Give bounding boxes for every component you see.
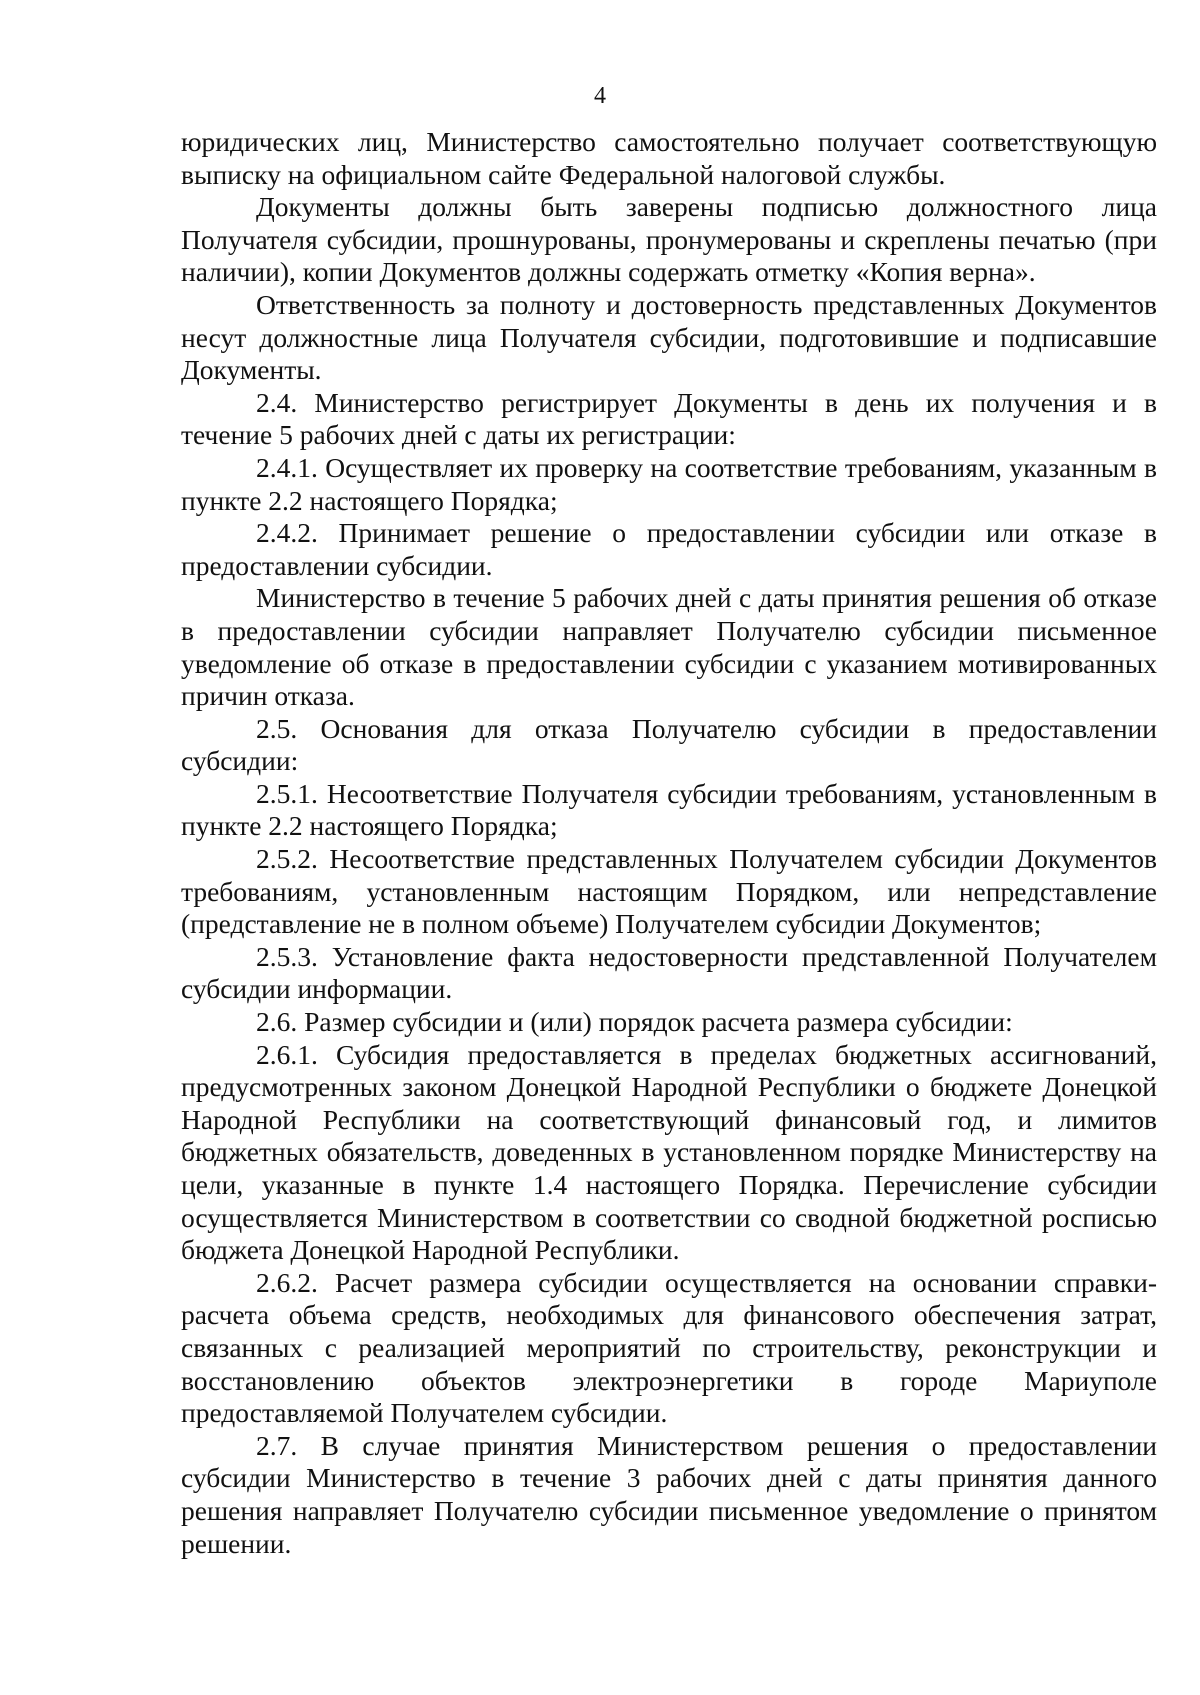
paragraph: 2.5.1. Несоответствие Получателя субсидии требованиям, установленным в пункте 2.2 настоящего Порядка; [181, 777, 1157, 842]
paragraph: 2.5.2. Несоответствие представленных Получателем субсидии Документов требованиям, установленным настоящим Порядком, или непредставление (представление не в полном объеме) Получателем субсидии Документов; [181, 843, 1157, 940]
paragraph: Ответственность за полноту и достоверность представленных Документов несут должностные лица Получателя субсидии, подготовившие и подписавшие Документы. [181, 288, 1157, 386]
document-body [181, 126, 1157, 1560]
paragraph: 2.5. Основания для отказа Получателю субсидии в предоставлении субсидии: [181, 712, 1157, 777]
paragraph: Министерство в течение 5 рабочих дней с даты принятия решения об отказе в предоставлении субсидии направляет Получателю субсидии письменное уведомление об отказе в предоставлении субсидии с указанием мотивированных причин отказа. [181, 582, 1157, 712]
paragraph: 2.6.1. Субсидия предоставляется в пределах бюджетных ассигнований, предусмотренных законом Донецкой Народной Республики о бюджете Донецкой Народной Республики на соответствующий финансовый год, и лимитов бюджетных обязательств, доведенных в установленном порядке Министерству на цели, указанные в пункте 1.4 настоящего Порядка. Перечисление субсидии осуществляется Министерством в соответствии со сводной бюджетной росписью бюджета Донецкой Народной Республики. [181, 1038, 1157, 1266]
paragraph: юридических лиц, Министерство самостоятельно получает соответствующую выписку на официальном сайте Федеральной налоговой службы. [181, 126, 1157, 190]
paragraph: 2.4.1. Осуществляет их проверку на соответствие требованиям, указанным в пункте 2.2 настоящего Порядка; [181, 451, 1157, 516]
paragraph: 2.4. Министерство регистрирует Документы в день их получения и в течение 5 рабочих дней с даты их регистрации: [181, 386, 1157, 451]
paragraph: 2.7. В случае принятия Министерством решения о предоставлении субсидии Министерство в течение 3 рабочих дней с даты принятия данного решения направляет Получателю субсидии письменное уведомление о принятом решении. [181, 1429, 1157, 1559]
paragraph: 2.4.2. Принимает решение о предоставлении субсидии или отказе в предоставлении субсидии. [181, 517, 1157, 581]
paragraph: 2.6.2. Расчет размера субсидии осуществляется на основании справки-расчета объема средств, необходимых для финансового обеспечения затрат, связанных с реализацией мероприятий по строительству, реконструкции и восстановлению объектов электроэнергетики в городе Мариуполе предоставляемой Получателем субсидии. [181, 1266, 1157, 1429]
paragraph: 2.6. Размер субсидии и (или) порядок расчета размера субсидии: [256, 1006, 1013, 1038]
paragraph: 2.5.3. Установление факта недостоверности представленной Получателем субсидии информации. [181, 940, 1157, 1005]
paragraph: Документы должны быть заверены подписью должностного лица Получателя субсидии, прошнурованы, пронумерованы и скреплены печатью (при наличии), копии Документов должны содержать отметку «Копия верна». [181, 191, 1157, 288]
page-number: 4 [594, 83, 606, 109]
